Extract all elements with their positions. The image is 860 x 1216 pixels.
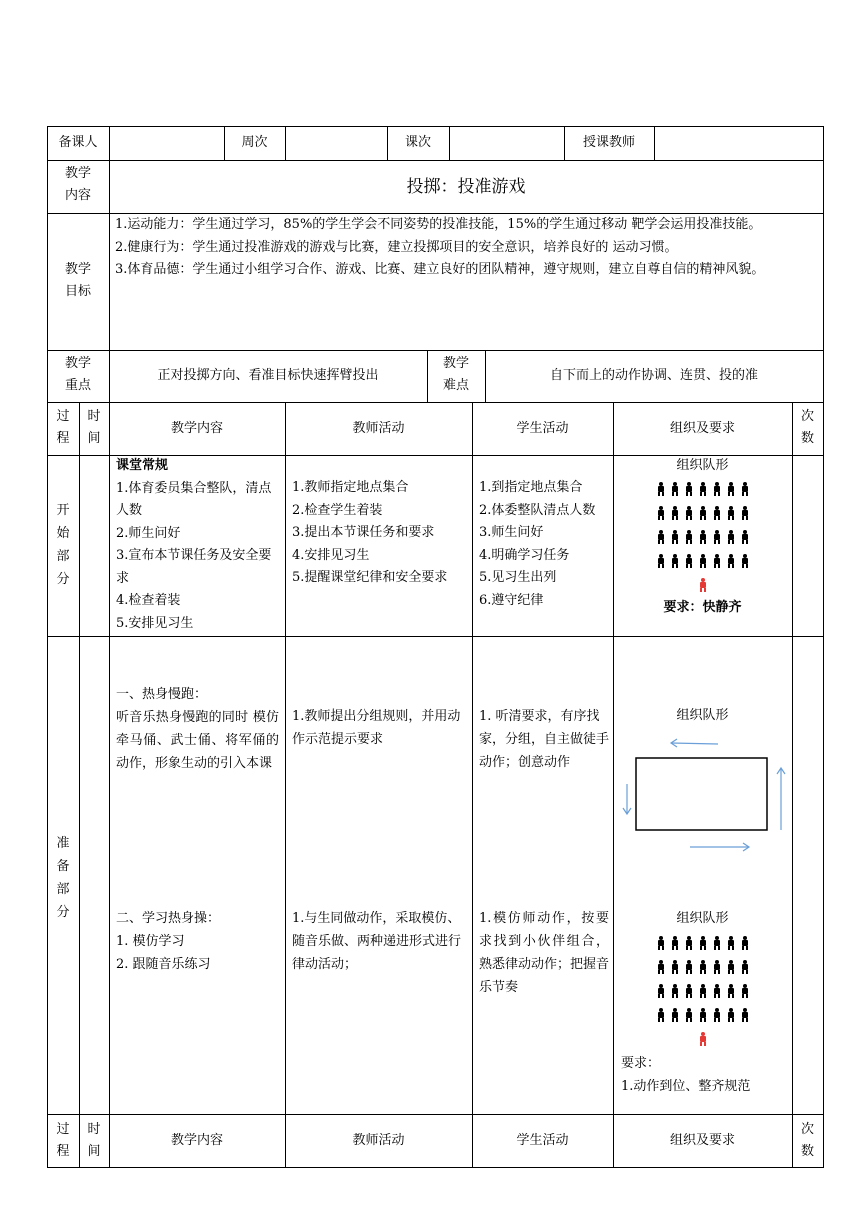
rule [79,402,80,1168]
student-figure-icon [727,960,735,974]
prep-part2-req-label: 要求： [621,1056,661,1071]
student-figure-icon [671,936,679,950]
prep-part2-req-item: 1.动作到位、整齐规范 [621,1079,751,1094]
student-figure-icon [671,960,679,974]
start-content-item: 1.体育委员集合整队，清点人数 [116,480,272,518]
rule [109,126,110,1168]
formation-row [613,980,792,1002]
teacher-activity-header: 教师活动 [352,420,405,436]
student-figure-icon [671,984,679,998]
organization-header-repeat: 组织及要求 [669,1132,735,1148]
lesson-no-label: 课次 [404,135,431,150]
start-content-item: 2.师生问好 [116,525,181,541]
difficulty-text: 自下而上的动作协调、连贯、投的准 [549,368,758,383]
start-teacher-item: 5.提醒课堂纪律和安全要求 [292,570,448,585]
objective-item: 1.运动能力：学生通过学习，85%的学生学会不同姿势的投准技能，15%的学生通过移动 靶学会运用投准技能。 [115,217,762,232]
formation-row [613,502,792,524]
start-teacher-item: 3.提出本节课任务和要求 [292,525,435,540]
student-figure-icon [713,554,721,568]
prep-part2-teacher: 1.与生同做动作，采取模仿、 随音乐做、两种递进形式进行律动活动； [292,911,462,972]
prep-part2-organization [613,907,792,1098]
student-figure-icon [727,936,735,950]
start-student-item: 5.见习生出列 [479,570,557,585]
student-figure-icon [713,936,721,950]
count-header [792,406,823,450]
student-figure-icon [657,554,665,568]
student-figure-icon [699,530,707,544]
student-figure-icon [657,482,665,496]
running-track-diagram [613,730,792,860]
process-header-repeat [47,1119,79,1163]
objectives-label-line1: 教学 [64,262,91,277]
start-student-item: 4.明确学习任务 [479,547,570,563]
student-figure-icon [727,482,735,496]
start-teacher [292,477,468,590]
formation-grid [613,478,792,596]
lesson-no-value[interactable] [449,126,564,160]
teacher-value[interactable] [654,126,823,160]
start-label-char: 部 [56,549,70,564]
content-header-repeat: 教学内容 [170,1132,223,1148]
process-header-2: 程 [56,1144,70,1159]
start-content [116,455,281,635]
time-header-2: 间 [87,431,101,446]
leader-row [613,574,792,596]
student-figure-icon [727,530,735,544]
student-figure-icon [727,984,735,998]
formation-row [613,526,792,548]
student-figure-icon [657,506,665,520]
student-figure-icon [657,530,665,544]
student-figure-icon [685,960,693,974]
time-header-1: 时 [87,1122,101,1137]
prep-part1-content [116,683,279,775]
objectives-label [47,259,109,303]
start-org-requirement: 要求：快静齐 [663,600,742,615]
student-figure-icon [741,936,749,950]
prep-part2-item: 2. 跟随音乐练习 [116,957,211,972]
student-figure-icon [685,984,693,998]
week-value[interactable] [285,126,387,160]
rule [792,402,793,1168]
formation-row [613,550,792,572]
time-header-1: 时 [87,409,101,424]
student-figure-icon [741,506,749,520]
student-figure-icon [713,506,721,520]
arrow-left-icon [671,739,718,747]
objectives-label-line2: 目标 [64,284,91,299]
time-header-repeat [79,1119,109,1163]
student-figure-icon [713,1008,721,1022]
student-figure-icon [699,482,707,496]
formation-grid [613,932,792,1050]
student-figure-icon [741,984,749,998]
start-organization [613,456,792,618]
preparer-value[interactable] [109,126,224,160]
time-header-2: 间 [87,1144,101,1159]
count-header-1: 次 [800,1122,814,1137]
student-figure-icon [657,1008,665,1022]
prep-part2-title: 二、学习热身操： [116,911,221,926]
student-figure-icon [713,984,721,998]
key-points-label-line1: 教学 [64,356,91,371]
prep-part1-student: 1. 听清要求，有序找 家，分组，自主做徒手动作；创意动作 [479,709,610,770]
start-label-char: 开 [56,503,70,518]
student-activity-header: 学生活动 [516,420,569,436]
start-org-title: 组织队形 [676,458,729,473]
prep-part1-org-title: 组织队形 [676,708,729,723]
start-student-item: 2.体委整队清点人数 [479,502,596,518]
formation-row [613,478,792,500]
content-label-line2: 内容 [64,188,91,203]
prep-part1-title: 一、热身慢跑： [116,687,208,702]
objectives-text [115,214,819,282]
student-figure-icon [699,936,707,950]
prep-part2-content [116,907,279,976]
formation-row [613,956,792,978]
objective-item: 3.体育品德：学生通过小组学习合作、游戏、比赛、建立良好的团队精神，遵守规则，建立自尊自信的精神风貌。 [115,262,765,277]
student-figure-icon [713,530,721,544]
student-figure-icon [657,960,665,974]
key-points-label-line2: 重点 [64,378,91,393]
key-points-label [47,353,109,397]
prep-part2-student: 1.模仿师动作，按要 求找到小伙伴组合， 熟悉律动动作；把握音乐节奏 [479,911,610,995]
student-figure-icon [713,960,721,974]
difficulty-label-line1: 教学 [442,356,469,371]
prep-label-char: 备 [56,859,70,874]
leader-figure-icon [699,578,707,592]
rule [47,1167,824,1168]
organization-header: 组织及要求 [669,420,735,436]
student-figure-icon [685,554,693,568]
student-figure-icon [741,554,749,568]
student-figure-icon [699,1008,707,1022]
start-student [479,477,609,612]
student-figure-icon [657,936,665,950]
process-header-1: 过 [56,1122,70,1137]
start-content-title: 课堂常规 [116,458,169,473]
process-header [47,406,79,450]
student-activity-header-repeat: 学生活动 [516,1132,569,1148]
leader-row [613,1028,792,1050]
preparer-label: 备课人 [58,135,98,150]
student-figure-icon [699,554,707,568]
student-figure-icon [685,482,693,496]
arrow-down-icon [623,784,631,814]
start-student-item: 3.师生问好 [479,525,544,540]
start-content-item: 4.检查着装 [116,593,181,608]
count-header-2: 数 [800,1144,814,1159]
student-figure-icon [741,960,749,974]
rule [47,636,824,637]
process-header-1: 过 [56,409,70,424]
student-figure-icon [671,506,679,520]
teacher-activity-header-repeat: 教师活动 [352,1132,405,1148]
student-figure-icon [685,506,693,520]
key-points-text: 正对投掷方向、看准目标快速挥臂投出 [157,368,379,383]
start-teacher-item: 4.安排见习生 [292,547,370,563]
lesson-title: 投掷：投准游戏 [406,176,526,197]
student-figure-icon [741,1008,749,1022]
prep-label-char: 分 [56,905,70,920]
difficulty-label-line2: 难点 [442,378,469,393]
student-figure-icon [685,1008,693,1022]
content-label-line1: 教学 [64,166,91,181]
start-teacher-item: 1.教师指定地点集合 [292,480,409,495]
student-figure-icon [741,482,749,496]
objective-item: 2.健康行为：学生通过投准游戏的游戏与比赛，建立投掷项目的安全意识，培养良好的 运动习惯。 [115,239,678,255]
teacher-label: 授课教师 [582,135,635,150]
start-label-char: 始 [56,526,70,541]
student-figure-icon [741,530,749,544]
student-figure-icon [727,1008,735,1022]
rule [285,402,286,1168]
start-section-label [47,499,79,591]
leader-figure-icon [699,1032,707,1046]
arrow-right-icon [690,843,749,851]
student-figure-icon [671,1008,679,1022]
formation-row [613,1004,792,1026]
start-student-item: 1.到指定地点集合 [479,480,583,495]
prep-label-char: 部 [56,882,70,897]
start-label-char: 分 [56,572,70,587]
prep-part1-text: 听音乐热身慢跑的同时 模仿牵马俑、武士俑、将军俑的动作，形象生动的引入本课 [116,710,279,771]
prep-section-label [47,832,79,924]
track-rectangle [636,758,767,830]
student-figure-icon [671,530,679,544]
student-figure-icon [699,506,707,520]
prep-part1-teacher: 1.教师提出分组规则，并用动作示范提示要求 [292,709,461,747]
start-content-item: 3.宣布本节课任务及安全要求 [116,548,272,586]
start-student-item: 6.遵守纪律 [479,592,544,608]
student-figure-icon [699,984,707,998]
count-header-repeat [792,1119,823,1163]
student-figure-icon [671,482,679,496]
content-label [47,163,109,207]
student-figure-icon [685,936,693,950]
content-header: 教学内容 [170,420,223,436]
rule [823,126,824,1168]
student-figure-icon [727,506,735,520]
prep-part2-org-title: 组织队形 [676,911,729,926]
count-header-2: 数 [800,431,814,446]
time-header [79,406,109,450]
start-content-item: 5.安排见习生 [116,615,194,631]
start-teacher-item: 2.检查学生着装 [292,502,383,518]
formation-row [613,932,792,954]
student-figure-icon [671,554,679,568]
process-header-2: 程 [56,431,70,446]
rule [472,402,473,1168]
student-figure-icon [657,984,665,998]
week-label: 周次 [241,135,268,150]
arrow-up-icon [777,768,785,830]
student-figure-icon [699,960,707,974]
student-figure-icon [685,530,693,544]
count-header-1: 次 [800,409,814,424]
prep-label-char: 准 [56,836,70,851]
difficulty-label [427,353,485,397]
student-figure-icon [727,554,735,568]
prep-part2-item: 1. 模仿学习 [116,934,185,949]
student-figure-icon [713,482,721,496]
